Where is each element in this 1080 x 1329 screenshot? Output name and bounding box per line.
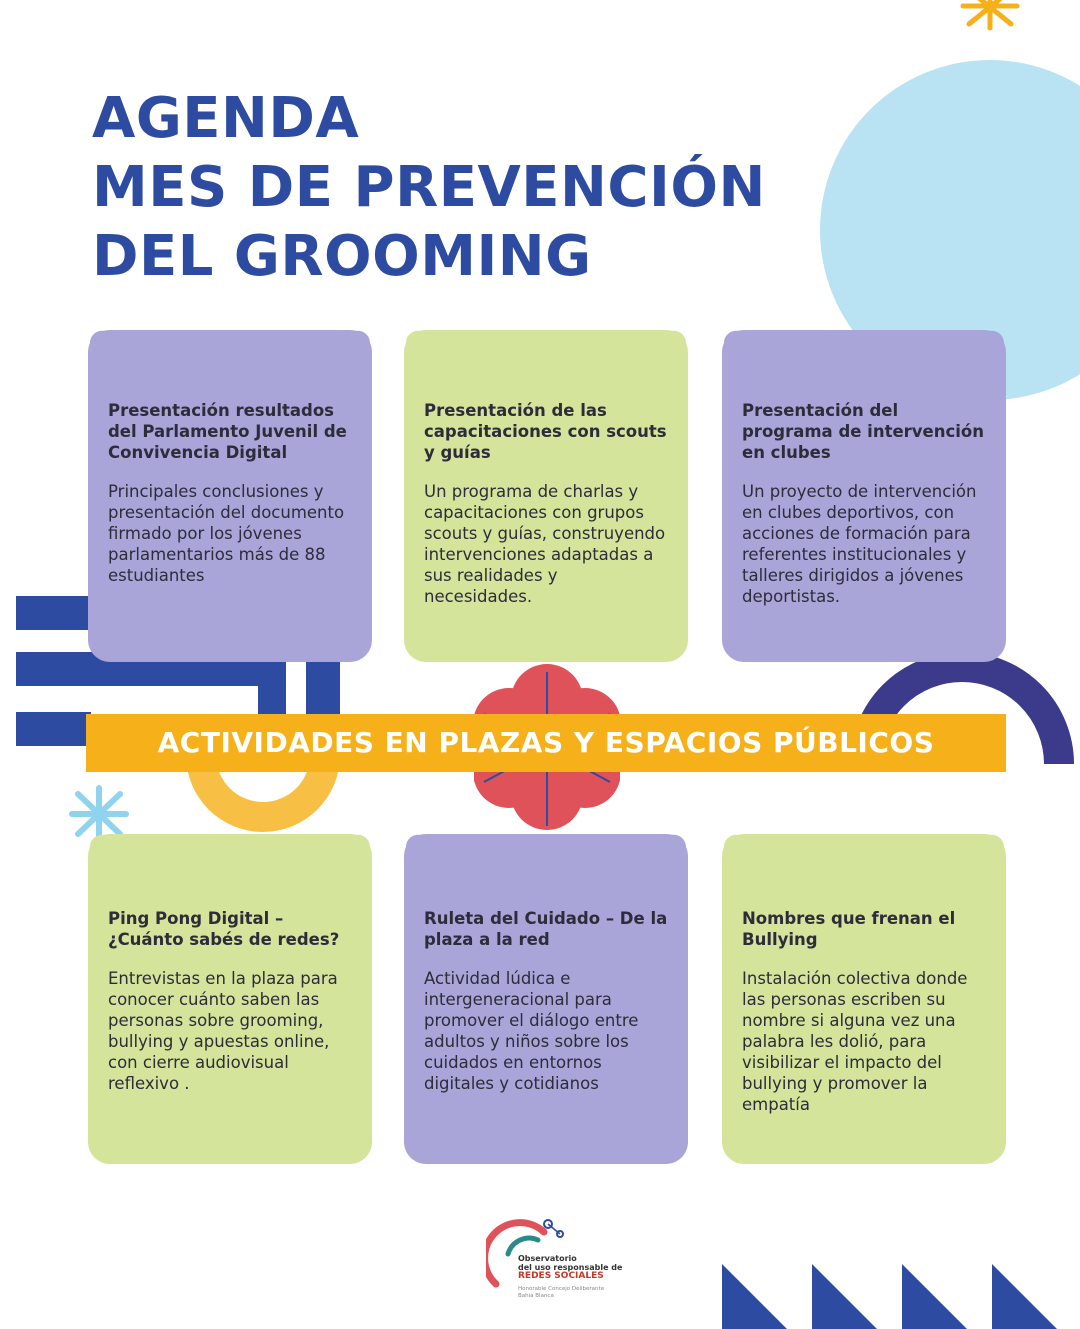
- section-banner: ACTIVIDADES EN PLAZAS Y ESPACIOS PÚBLICOS: [86, 714, 1006, 772]
- logo-line: del uso responsable de: [518, 1263, 623, 1272]
- agenda-card-parlamento: [88, 330, 372, 662]
- blue-stripe-decoration: [16, 712, 91, 746]
- card-title: Presentación del programa de intervención en clubes: [742, 401, 985, 462]
- card-description: Instalación colectiva donde las personas escriben su nombre si alguna vez una palabra les dolió, para visibilizar el impacto del bullying y promover la empatía: [742, 969, 968, 1114]
- card-description: Un programa de charlas y capacitaciones con grupos scouts y guías, construyendo intervenciones adaptadas a sus realidades y necesidades.: [424, 482, 666, 606]
- agenda-card-scouts: [404, 330, 688, 662]
- navy-triangles-decoration: [722, 1264, 1080, 1329]
- activity-card-ruleta: [404, 834, 688, 1164]
- agenda-card-clubes: [722, 330, 1006, 662]
- card-description: Principales conclusiones y presentación del documento firmado por los jóvenes parlamentarios más de 88 estudiantes: [108, 482, 345, 585]
- card-title: Ping Pong Digital – ¿Cuánto sabés de redes?: [108, 909, 340, 949]
- title-line: MES DE PREVENCIÓN: [92, 155, 766, 220]
- blue-stripe-decoration: [16, 596, 91, 630]
- logo-line: REDES SOCIALES: [518, 1271, 604, 1281]
- page-title: [92, 84, 766, 291]
- card-title: Ruleta del Cuidado – De la plaza a la red: [424, 909, 668, 949]
- orange-asterisk-decoration: [955, 0, 1025, 34]
- logo-line: Bahía Blanca: [518, 1293, 554, 1299]
- card-description: Actividad lúdica e intergeneracional para promover el diálogo entre adultos y niños sobre los cuidados en entornos digitales y cotidianos: [424, 969, 639, 1093]
- activity-card-nombres: [722, 834, 1006, 1164]
- blue-stripe-decoration: [306, 662, 340, 722]
- card-description: Un proyecto de intervención en clubes deportivos, con acciones de formación para referentes institucionales y talleres dirigidos a jóvenes deportistas.: [742, 482, 977, 606]
- activity-card-ping-pong: [88, 834, 372, 1164]
- logo-line: Honorable Concejo Deliberante: [518, 1286, 605, 1292]
- blue-stripe-decoration: [258, 652, 286, 722]
- card-title: Nombres que frenan el Bullying: [742, 909, 956, 949]
- card-title: Presentación resultados del Parlamento Juvenil de Convivencia Digital: [108, 401, 347, 462]
- card-description: Entrevistas en la plaza para conocer cuánto saben las personas sobre grooming, bullying y apuestas online, con cierre audiovisual reflexivo .: [108, 969, 338, 1093]
- observatorio-logo: [486, 1214, 626, 1306]
- title-line: AGENDA: [92, 86, 360, 151]
- card-title: Presentación de las capacitaciones con scouts y guías: [424, 401, 667, 462]
- title-line: DEL GROOMING: [92, 224, 592, 289]
- logo-line: Observatorio: [518, 1254, 577, 1263]
